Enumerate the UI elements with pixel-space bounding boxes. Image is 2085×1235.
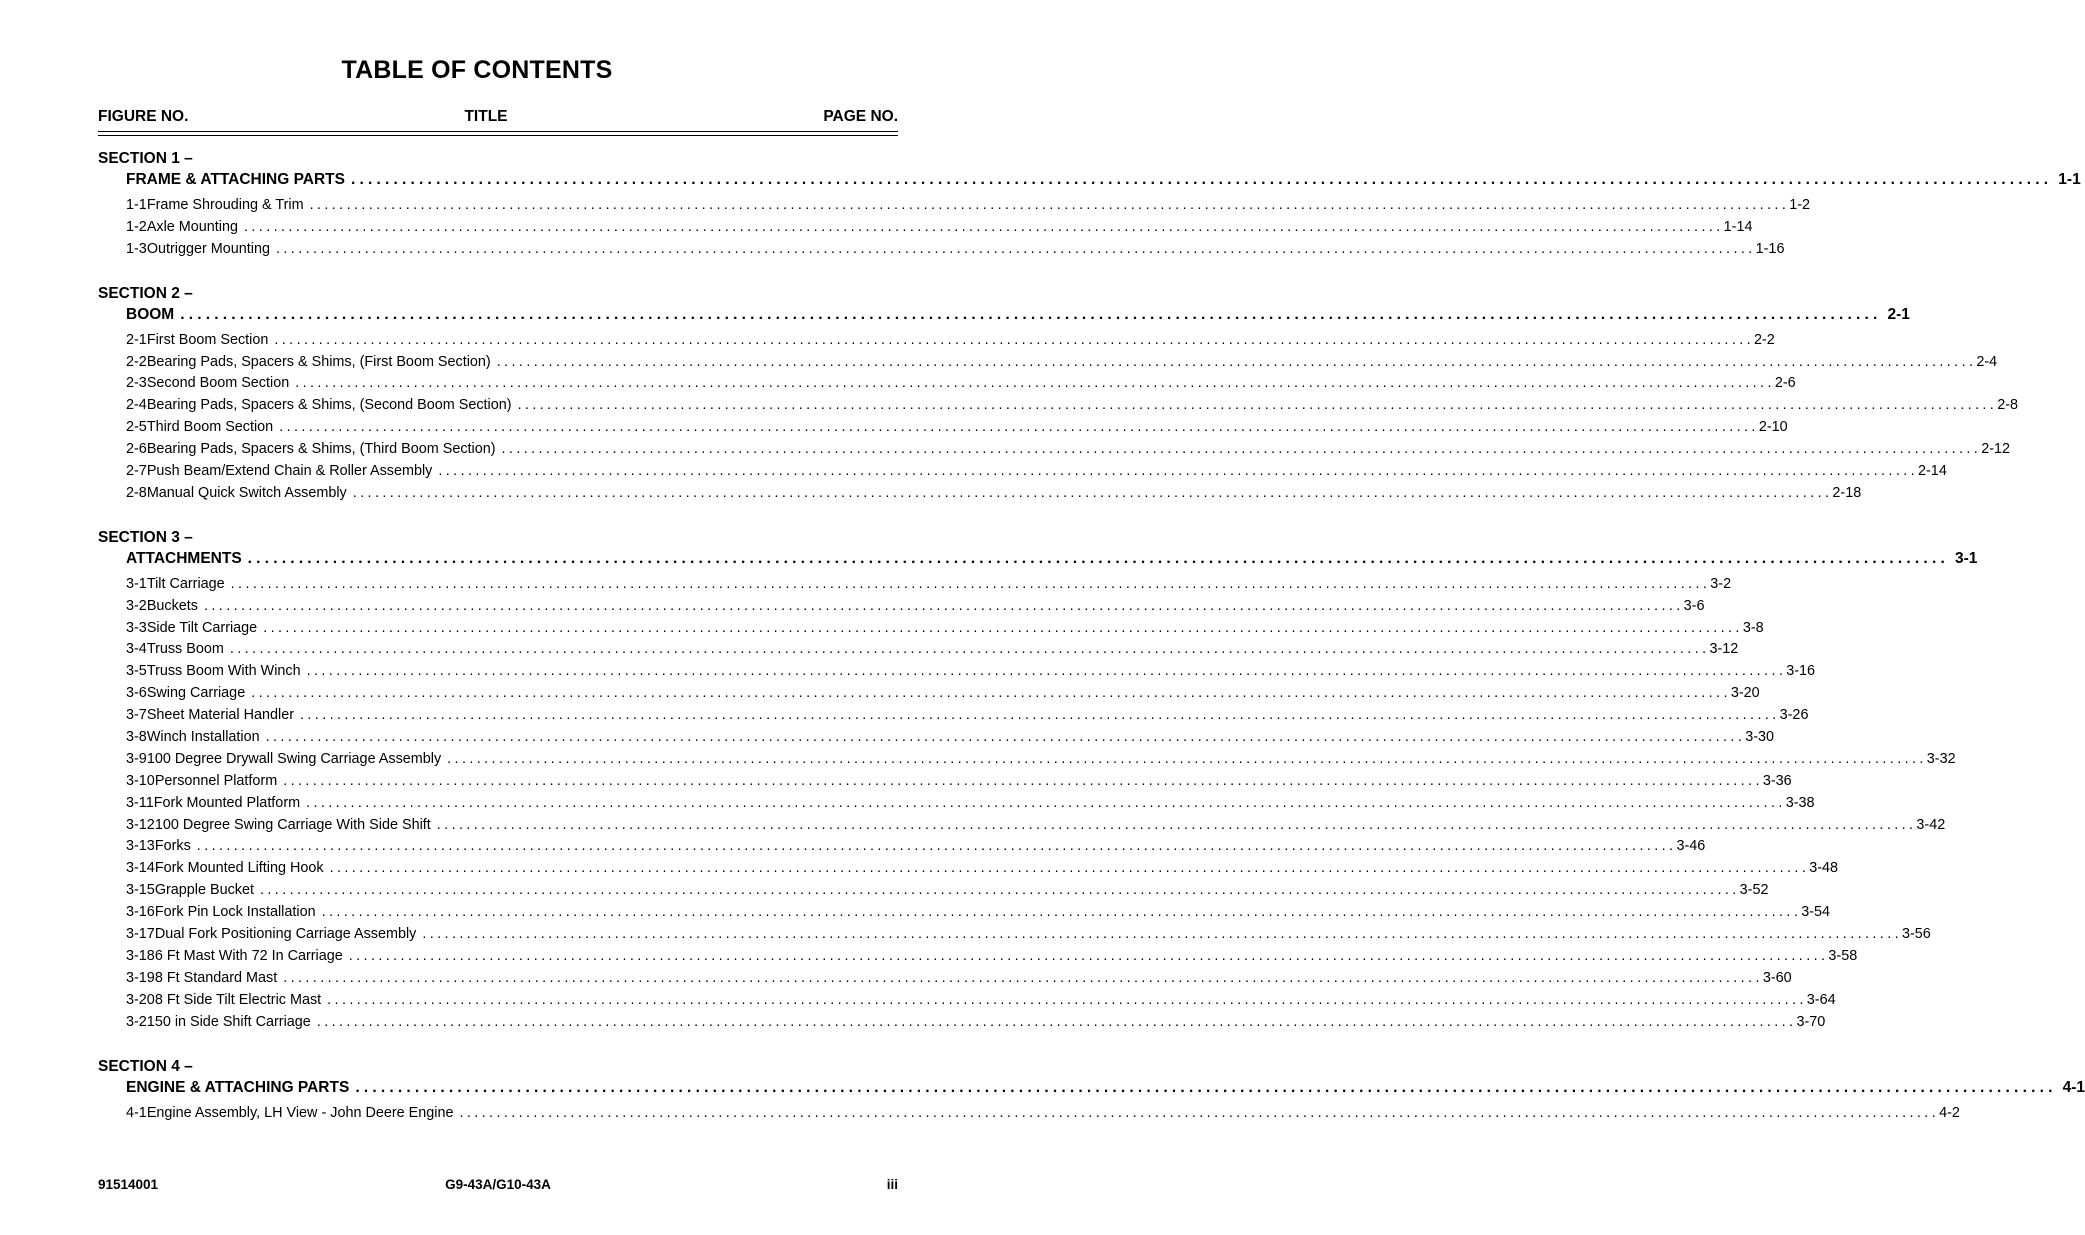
dot-leader: ........................................................................................................................................................................................................: [501, 441, 1982, 458]
figure-title: Winch Installation: [146, 729, 260, 746]
column-header-title: TITLE: [464, 108, 508, 125]
figure-number: 2-5: [126, 419, 147, 436]
toc-entry[interactable]: [98, 574, 1732, 596]
dot-leader: ........................................................................................................................................................................................................: [321, 904, 1802, 921]
figure-number: 2-8: [126, 484, 147, 501]
figure-number: 3-4: [126, 641, 147, 658]
figure-title: Second Boom Section: [146, 375, 290, 392]
entry-page-number: 3-58: [1828, 947, 1858, 964]
figure-title: Forks: [154, 838, 191, 855]
page-title: TABLE OF CONTENTS: [341, 56, 613, 84]
entry-page-number: 3-36: [1762, 772, 1792, 789]
figure-number: 2-6: [126, 441, 147, 458]
entry-page-number: 3-20: [1730, 685, 1760, 702]
figure-title: Buckets: [146, 597, 199, 614]
entry-page-number: 3-8: [1742, 619, 1764, 636]
toc-entry[interactable]: [98, 352, 1998, 374]
footer-part-number: 91514001: [98, 1177, 159, 1192]
dot-leader: ........................................................................................................................................................................................................: [306, 663, 1787, 680]
section-label: SECTION 3 –: [98, 528, 193, 546]
figure-title: Tilt Carriage: [146, 575, 225, 592]
toc-entry[interactable]: [98, 749, 1956, 771]
toc-entry[interactable]: [98, 639, 1739, 661]
figure-title: Bearing Pads, Spacers & Shims, (Third Boom Section): [146, 441, 496, 458]
entry-page-number: 3-30: [1745, 729, 1775, 746]
figure-number: 3-14: [126, 860, 155, 877]
dot-leader: ........................................................................................................................................................................................................: [309, 197, 1790, 213]
entry-page-number: 3-48: [1809, 860, 1839, 877]
page-footer: [98, 1177, 898, 1195]
section-page-number: 2-1: [1887, 305, 1910, 323]
dot-leader: ........................................................................................................................................................................................................: [204, 597, 1684, 614]
column-header-figure: FIGURE NO.: [98, 108, 189, 125]
figure-number: 2-7: [126, 463, 147, 480]
figure-number: 1-3: [126, 240, 147, 257]
dot-leader: ........................................................................................................................................................................................................: [295, 375, 1775, 392]
dot-leader: ........................................................................................................................................................................................................: [260, 882, 1740, 899]
toc-entry[interactable]: [98, 239, 1785, 261]
figure-title: Manual Quick Switch Assembly: [146, 484, 347, 501]
figure-number: 3-18: [126, 947, 155, 964]
figure-title: 8 Ft Standard Mast: [154, 969, 278, 986]
dot-leader: ........................................................................................................................................................................................................: [279, 419, 1759, 436]
toc-entry[interactable]: [98, 902, 1831, 924]
toc-entry[interactable]: [98, 618, 1764, 640]
figure-title: Side Tilt Carriage: [146, 619, 258, 636]
figure-number: 3-1: [126, 575, 147, 592]
entry-page-number: 4-2: [1939, 1104, 1960, 1121]
figure-title: 8 Ft Side Tilt Electric Mast: [154, 991, 322, 1008]
figure-title: Fork Pin Lock Installation: [154, 904, 316, 921]
section-heading-row[interactable]: [98, 1077, 2085, 1099]
toc-entry[interactable]: [98, 217, 1753, 239]
entry-page-number: 3-2: [1710, 575, 1732, 592]
figure-number: 3-9: [126, 750, 147, 767]
section-heading-row[interactable]: [98, 169, 2081, 191]
toc-entry[interactable]: [98, 771, 1792, 793]
figure-title: Frame Shrouding & Trim: [146, 197, 304, 213]
figure-title: Sheet Material Handler: [146, 707, 294, 724]
entry-page-number: 3-42: [1916, 816, 1946, 833]
dot-leader: ........................................................................................................................................................................................................: [355, 1078, 2057, 1096]
entry-page-number: 2-2: [1754, 331, 1775, 348]
figure-number: 3-7: [126, 707, 147, 724]
dot-leader: ........................................................................................................................................................................................................: [283, 969, 1763, 986]
entry-page-number: 1-14: [1723, 218, 1753, 235]
section-items: [98, 330, 2019, 505]
toc-entry[interactable]: [98, 195, 1811, 217]
figure-number: 3-5: [126, 663, 147, 680]
figure-number: 3-21: [126, 1013, 155, 1030]
entry-page-number: 3-12: [1709, 641, 1739, 658]
figure-number: 3-8: [126, 729, 147, 746]
toc-entry[interactable]: [98, 439, 2010, 461]
figure-number: 2-1: [126, 331, 147, 348]
figure-title: 100 Degree Swing Carriage With Side Shift: [154, 816, 431, 833]
figure-title: Truss Boom With Winch: [146, 663, 301, 680]
entry-page-number: 2-8: [1997, 397, 2019, 414]
toc-entry[interactable]: [98, 815, 1946, 837]
section-page-number: 3-1: [1954, 549, 1978, 567]
entry-page-number: 3-16: [1786, 663, 1816, 680]
toc-entry[interactable]: [98, 683, 1760, 705]
figure-title: Bearing Pads, Spacers & Shims, (Second Boom Section): [146, 397, 512, 414]
toc-entry[interactable]: [98, 858, 1839, 880]
figure-title: Push Beam/Extend Chain & Roller Assembly: [146, 463, 433, 480]
toc-entry[interactable]: [98, 1103, 1960, 1125]
toc-entry[interactable]: [98, 373, 1796, 395]
figure-title: Fork Mounted Platform: [153, 794, 301, 811]
section-page-number: 1-1: [2058, 171, 2081, 188]
figure-number: 1-1: [126, 197, 147, 213]
figure-number: 2-3: [126, 375, 147, 392]
entry-page-number: 3-46: [1676, 838, 1706, 855]
figure-number: 2-4: [126, 397, 147, 414]
entry-page-number: 2-14: [1918, 463, 1947, 480]
toc-entry[interactable]: [98, 483, 1862, 505]
dot-leader: ........................................................................................................................................................................................................: [351, 171, 2053, 188]
column-header-page: PAGE NO.: [823, 108, 898, 125]
entry-page-number: 2-12: [1981, 441, 2010, 458]
toc-body: [98, 148, 2085, 1146]
dot-leader: ........................................................................................................................................................................................................: [247, 549, 1949, 567]
entry-page-number: 2-4: [1976, 353, 1998, 370]
dot-leader: ........................................................................................................................................................................................................: [263, 619, 1743, 636]
toc-entry[interactable]: [98, 727, 1775, 749]
toc-entry[interactable]: [98, 705, 1809, 727]
dot-leader: ........................................................................................................................................................................................................: [316, 1013, 1797, 1030]
entry-page-number: 3-70: [1796, 1013, 1826, 1030]
dot-leader: ........................................................................................................................................................................................................: [436, 816, 1917, 833]
section-name: FRAME & ATTACHING PARTS: [126, 171, 345, 188]
footer-page-number: iii: [886, 1177, 898, 1192]
entry-page-number: 3-26: [1779, 707, 1809, 724]
figure-number: 3-3: [126, 619, 147, 636]
figure-title: 100 Degree Drywall Swing Carriage Assembly: [146, 750, 442, 767]
toc-entry[interactable]: [98, 946, 1858, 968]
toc-entry[interactable]: [98, 330, 1775, 352]
section-page-number: 4-1: [2062, 1078, 2085, 1096]
figure-number: 4-1: [126, 1104, 147, 1121]
header-rule-top: [98, 131, 898, 132]
dot-leader: ........................................................................................................................................................................................................: [283, 772, 1763, 789]
dot-leader: ........................................................................................................................................................................................................: [276, 240, 1756, 257]
figure-title: Outrigger Mounting: [146, 240, 270, 257]
figure-title: First Boom Section: [146, 331, 269, 348]
dot-leader: ........................................................................................................................................................................................................: [196, 838, 1677, 855]
figure-title: Fork Mounted Lifting Hook: [154, 860, 324, 877]
footer-model: G9-43A/G10-43A: [445, 1177, 551, 1192]
entry-page-number: 2-6: [1774, 375, 1796, 392]
dot-leader: ........................................................................................................................................................................................................: [274, 331, 1755, 348]
figure-title: 6 Ft Mast With 72 In Carriage: [154, 947, 343, 964]
entry-page-number: 3-64: [1806, 991, 1836, 1008]
toc-entry[interactable]: [98, 395, 2019, 417]
figure-title: 50 in Side Shift Carriage: [154, 1013, 311, 1030]
section-name: BOOM: [126, 305, 175, 323]
figure-title: Bearing Pads, Spacers & Shims, (First Boom Section): [146, 353, 491, 370]
section-items: [98, 195, 1811, 261]
section-heading-row[interactable]: [98, 548, 1978, 570]
figure-title: Swing Carriage: [146, 685, 246, 702]
header-rule-bottom: [98, 135, 898, 136]
entry-page-number: 1-16: [1755, 240, 1785, 257]
toc-entry[interactable]: [98, 596, 1705, 618]
dot-leader: ........................................................................................................................................................................................................: [422, 926, 1902, 943]
toc-entry[interactable]: [98, 880, 1769, 902]
toc-entry[interactable]: [98, 924, 1931, 946]
dot-leader: ........................................................................................................................................................................................................: [180, 305, 1882, 323]
toc-section: [98, 283, 2019, 505]
figure-title: Third Boom Section: [146, 419, 274, 436]
figure-title: Engine Assembly, LH View - John Deere Engine: [146, 1104, 454, 1121]
dot-leader: ........................................................................................................................................................................................................: [244, 218, 1724, 235]
dot-leader: ........................................................................................................................................................................................................: [348, 947, 1829, 964]
entry-page-number: 1-2: [1789, 197, 1811, 213]
dot-leader: ........................................................................................................................................................................................................: [265, 729, 1746, 746]
dot-leader: ........................................................................................................................................................................................................: [300, 707, 1780, 724]
figure-number: 3-10: [126, 772, 155, 789]
toc-section: [98, 1056, 2085, 1125]
entry-page-number: 3-52: [1739, 882, 1769, 899]
toc-entry[interactable]: [98, 661, 1816, 683]
figure-number: 3-20: [126, 991, 155, 1008]
figure-number: 3-13: [126, 838, 155, 855]
dot-leader: ........................................................................................................................................................................................................: [352, 484, 1833, 501]
section-label: SECTION 1 –: [98, 150, 193, 167]
toc-entry[interactable]: [98, 990, 1836, 1012]
section-heading-row[interactable]: [98, 304, 1910, 326]
toc-section: [98, 527, 1978, 1034]
dot-leader: ........................................................................................................................................................................................................: [229, 641, 1710, 658]
figure-title: Grapple Bucket: [154, 882, 255, 899]
section-label: SECTION 2 –: [98, 284, 193, 302]
figure-title: Dual Fork Positioning Carriage Assembly: [154, 926, 417, 943]
toc-entry[interactable]: [98, 461, 1947, 483]
figure-title: Personnel Platform: [154, 772, 278, 789]
dot-leader: ........................................................................................................................................................................................................: [496, 353, 1977, 370]
dot-leader: ........................................................................................................................................................................................................: [230, 575, 1711, 592]
section-items: [98, 1103, 1960, 1125]
figure-number: 1-2: [126, 218, 147, 235]
figure-title: Truss Boom: [146, 641, 224, 658]
dot-leader: ........................................................................................................................................................................................................: [329, 860, 1810, 877]
figure-number: 3-12: [126, 816, 155, 833]
section-items: [98, 574, 1956, 1034]
toc-entry[interactable]: [98, 1012, 1826, 1034]
dot-leader: ........................................................................................................................................................................................................: [306, 794, 1786, 811]
section-name: ATTACHMENTS: [126, 549, 242, 567]
column-headers: [98, 108, 898, 128]
dot-leader: ........................................................................................................................................................................................................: [517, 397, 1998, 414]
section-label: SECTION 4 –: [98, 1057, 193, 1075]
section-name: ENGINE & ATTACHING PARTS: [126, 1078, 350, 1096]
figure-number: 2-2: [126, 353, 147, 370]
figure-number: 3-11: [126, 794, 154, 811]
figure-number: 3-19: [126, 969, 155, 986]
dot-leader: ........................................................................................................................................................................................................: [459, 1104, 1940, 1121]
dot-leader: ........................................................................................................................................................................................................: [327, 991, 1807, 1008]
figure-number: 3-16: [126, 904, 155, 921]
toc-section: [98, 148, 2081, 261]
figure-number: 3-6: [126, 685, 147, 702]
dot-leader: ........................................................................................................................................................................................................: [438, 463, 1919, 480]
entry-page-number: 3-32: [1926, 750, 1956, 767]
figure-title: Axle Mounting: [146, 218, 239, 235]
entry-page-number: 2-18: [1832, 484, 1862, 501]
figure-number: 3-15: [126, 882, 155, 899]
dot-leader: ........................................................................................................................................................................................................: [251, 685, 1731, 702]
toc-entry[interactable]: [98, 836, 1706, 858]
entry-page-number: 3-6: [1683, 597, 1705, 614]
entry-page-number: 3-60: [1762, 969, 1792, 986]
entry-page-number: 2-10: [1758, 419, 1788, 436]
dot-leader: ........................................................................................................................................................................................................: [447, 750, 1927, 767]
toc-entry[interactable]: [98, 793, 1815, 815]
entry-page-number: 3-54: [1801, 904, 1831, 921]
entry-page-number: 3-38: [1785, 794, 1815, 811]
figure-number: 3-2: [126, 597, 147, 614]
figure-number: 3-17: [126, 926, 155, 943]
entry-page-number: 3-56: [1902, 926, 1931, 943]
toc-entry[interactable]: [98, 417, 1788, 439]
toc-entry[interactable]: [98, 968, 1792, 990]
